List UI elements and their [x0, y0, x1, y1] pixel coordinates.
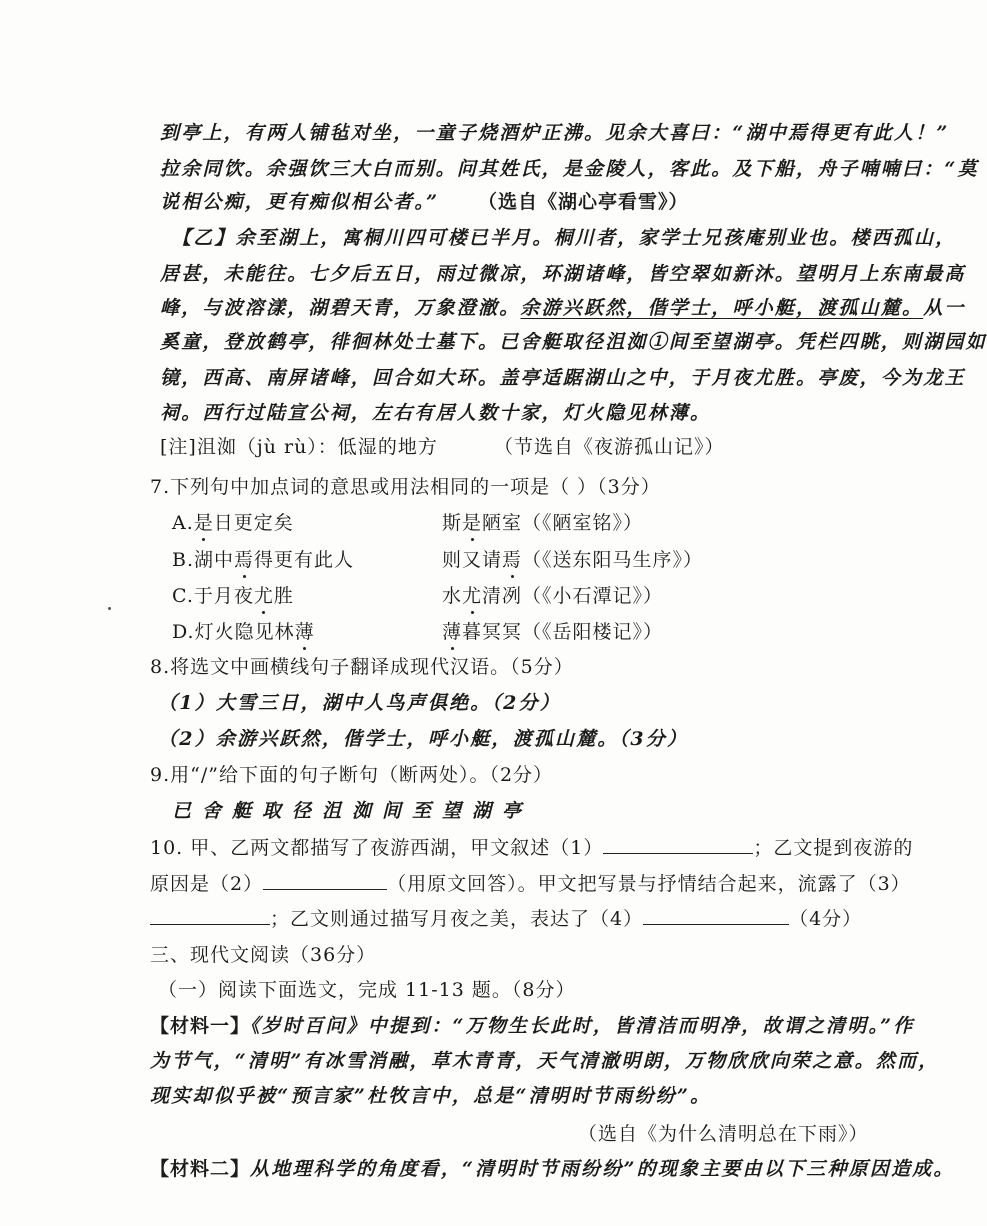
passage-b-line-3-post: 从一: [923, 297, 966, 319]
passage-b-line-1: [172, 225, 956, 251]
source-b: （节选自《夜游孤山记》）: [494, 436, 725, 458]
material-1-line-2: 为节气，“清明”有冰雪消融，草木青青，天气清澈明朗，万物欣欣向荣之意。然而，: [150, 1050, 940, 1072]
passage-b-line-4: 奚童，登放鹤亭，徘徊林处士墓下。已舍艇取径沮洳①间至望湖亭。凭栏四眺，则湖园如: [160, 331, 987, 353]
q10-line-3: ；乙文则通过描写月夜之美，表达了（4） （4分）: [150, 906, 862, 932]
passage-b-line-3: [160, 295, 966, 321]
passage-a-line-1: 到亭上，有两人铺毡对坐，一童子烧酒炉正沸。见余大喜曰：“湖中焉得更有此人！”: [160, 122, 950, 144]
q7-option-b-right: 则又请焉（《送东阳马生序》）: [442, 549, 704, 571]
material-1-line-1: 【材料一】《岁时百问》中提到：“万物生长此时，皆清洁而明净，故谓之清明。”作: [150, 1015, 915, 1037]
passage-b-line-3-pre: 峰，与波溶漾，湖碧天青，万象澄澈。: [160, 297, 521, 319]
q7-option-d-left: D.灯火隐见林薄: [172, 621, 315, 643]
passage-b-line-2: 居甚，未能往。七夕后五日，雨过微凉，环湖诸峰，皆空翠如新沐。望明月上东南最高: [160, 263, 966, 285]
footnote: [注]沮洳（jù rù）：低湿的地方: [160, 436, 438, 458]
q7-option-a-right: 斯是陋室（《陋室铭》）: [442, 512, 644, 534]
q7-stem: 7.下列句中加点词的意思或用法相同的一项是（ ）（3分）: [150, 476, 661, 498]
material-1-line-3: 现实却似乎被“预言家”杜牧言中，总是“清明时节雨纷纷”。: [150, 1085, 712, 1107]
q7-option-c-right: 水尤清冽（《小石潭记》）: [442, 585, 664, 607]
section-3-title: 三、现代文阅读（36分）: [150, 944, 377, 966]
q7-option-a-left: A.是日更定矣: [172, 512, 294, 534]
passage-a-line-3: 说相公痴，更有痴似相公者。”: [160, 191, 440, 213]
q7-option-c-left: C.于月夜尤胜: [172, 585, 294, 607]
q10-line-1: 10. 甲、乙两文都描写了夜游西湖，甲文叙述（1） ；乙文提到夜游的: [150, 837, 914, 859]
q8-item-1: （1）大雪三日，湖中人鸟声俱绝。（2分）: [158, 692, 561, 714]
passage-b-line-6: 祠。西行过陆宣公祠，左右有居人数十家，灯火隐见林薄。: [160, 402, 712, 424]
q7-option-d-right: 薄暮冥冥（《岳阳楼记》）: [442, 621, 664, 643]
scan-speck: [108, 607, 111, 610]
passage-b-line-5: 镜，西高、南屏诸峰，回合如大环。盖亭适踞湖山之中，于月夜尤胜。亭废，今为龙王: [160, 367, 966, 389]
material-2-line-1: 【材料二】从地理科学的角度看，“清明时节雨纷纷”的现象主要由以下三种原因造成。: [150, 1158, 955, 1180]
passage-a-line-2: 拉余同饮。余强饮三大白而别。问其姓氏，是金陵人，客此。及下船，舟子喃喃曰：“莫: [160, 158, 979, 180]
q9-sentence: 已舍艇取径沮洳间至望湖亭: [172, 800, 533, 822]
q10-line-2: 原因是（2） （用原文回答）。甲文把写景与抒情结合起来，流露了（3）: [150, 873, 911, 895]
material-2-label: 【材料二】: [150, 1158, 251, 1180]
material-1-label: 【材料一】: [150, 1015, 251, 1037]
passage-b-text-1: 余至湖上，寓桐川四可楼已半月。桐川者，家学士兄孩庵别业也。楼西孤山，: [235, 227, 957, 249]
q10-blank-1[interactable]: [603, 835, 753, 854]
q7-option-b-left: B.湖中焉得更有此人: [172, 549, 355, 571]
q8-item-2: （2）余游兴跃然，偕学士，呼小艇，渡孤山麓。（3分）: [158, 728, 689, 750]
material-1-source: （选自《为什么清明总在下雨》）: [578, 1123, 869, 1145]
section-3-subtitle: （一）阅读下面选文，完成 11-13 题。（8分）: [158, 979, 576, 1001]
q8-stem: 8.将选文中画横线句子翻译成现代汉语。（5分）: [150, 656, 574, 678]
q10-blank-3[interactable]: [150, 906, 270, 925]
underlined-sentence: 余游兴跃然，偕学士，呼小艇，渡孤山麓。: [520, 297, 924, 319]
passage-b-label: 【乙】: [172, 227, 236, 249]
q9-stem: 9.用“/”给下面的句子断句（断两处）。（2分）: [150, 764, 554, 786]
q10-blank-4[interactable]: [643, 906, 789, 925]
source-a: （选自《湖心亭看雪》）: [478, 191, 689, 213]
q10-blank-2[interactable]: [263, 871, 387, 890]
